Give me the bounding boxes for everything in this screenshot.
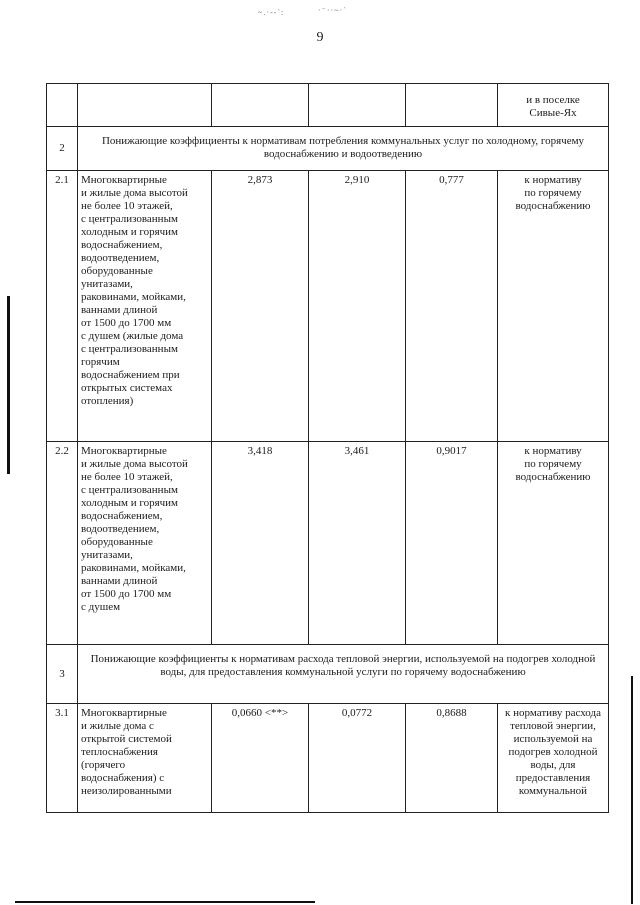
note-cell: к нормативу расхода тепловой энергии, используемой на подогрев холодной воды, для предоставления коммунальной xyxy=(498,704,609,813)
value-cell: 0,777 xyxy=(406,171,498,442)
row-description: Многоквартирные и жилые дома высотой не более 10 этажей, с централизованным холодным и горячим водоснабжением, водоотведением, оборудованные унитазами, раковинами, мойками, ваннами длиной от 1500 до 1700 мм с душем (жилые дома с централизованным горячим водоснабжением при открытых системах отопления) xyxy=(78,171,212,442)
scan-edge-mark-left xyxy=(7,296,10,474)
value-cell: 0,9017 xyxy=(406,442,498,645)
section-heading-row xyxy=(47,127,609,171)
section-title: Понижающие коэффициенты к нормативам потребления коммунальных услуг по холодному, горячему водоснабжению и водоотведению xyxy=(78,127,609,171)
row-number: 3.1 xyxy=(47,704,78,813)
section-title: Понижающие коэффициенты к нормативам расхода тепловой энергии, используемой на подогрев холодной воды, для предоставления коммунальной услуги по горячему водоснабжению xyxy=(78,645,609,704)
value-cell: 0,8688 xyxy=(406,704,498,813)
row-description: Многоквартирные и жилые дома высотой не более 10 этажей, с централизованным холодным и горячим водоснабжением, водоотведением, оборудованные унитазами, раковинами, мойками, ваннами длиной от 1500 до 1700 мм с душем xyxy=(78,442,212,645)
page-number: 9 xyxy=(316,30,324,45)
value-cell: 2,910 xyxy=(309,171,406,442)
section-number: 3 xyxy=(47,645,78,704)
row-description: Многоквартирные и жилые дома с открытой системой теплоснабжения (горячего водоснабжения) с неизолированными xyxy=(78,704,212,813)
value-cell: 0,0772 xyxy=(309,704,406,813)
coefficients-table xyxy=(46,83,609,813)
note-cell: к нормативу по горячему водоснабжению xyxy=(498,171,609,442)
table-cell xyxy=(78,84,212,127)
table-cell xyxy=(406,84,498,127)
note-cell: к нормативу по горячему водоснабжению xyxy=(498,442,609,645)
table-cell xyxy=(212,84,309,127)
scan-edge-mark-right xyxy=(631,676,633,904)
table-row xyxy=(47,704,609,813)
scan-edge-mark-bottom xyxy=(15,901,315,903)
value-cell: 3,461 xyxy=(309,442,406,645)
table-row xyxy=(47,171,609,442)
section-heading-row xyxy=(47,645,609,704)
section-number: 2 xyxy=(47,127,78,171)
table-row xyxy=(47,84,609,127)
value-cell: 3,418 xyxy=(212,442,309,645)
table-row xyxy=(47,442,609,645)
value-cell: 2,873 xyxy=(212,171,309,442)
table-cell xyxy=(47,84,78,127)
table-cell xyxy=(309,84,406,127)
scan-noise-mark: ~.·--`: xyxy=(258,8,285,17)
scan-noise-mark: ·⁻··~·` xyxy=(318,6,347,15)
row-number: 2.1 xyxy=(47,171,78,442)
row-number: 2.2 xyxy=(47,442,78,645)
note-cell: и в поселке Сивые-Ях xyxy=(498,84,609,127)
value-cell: 0,0660 <**> xyxy=(212,704,309,813)
